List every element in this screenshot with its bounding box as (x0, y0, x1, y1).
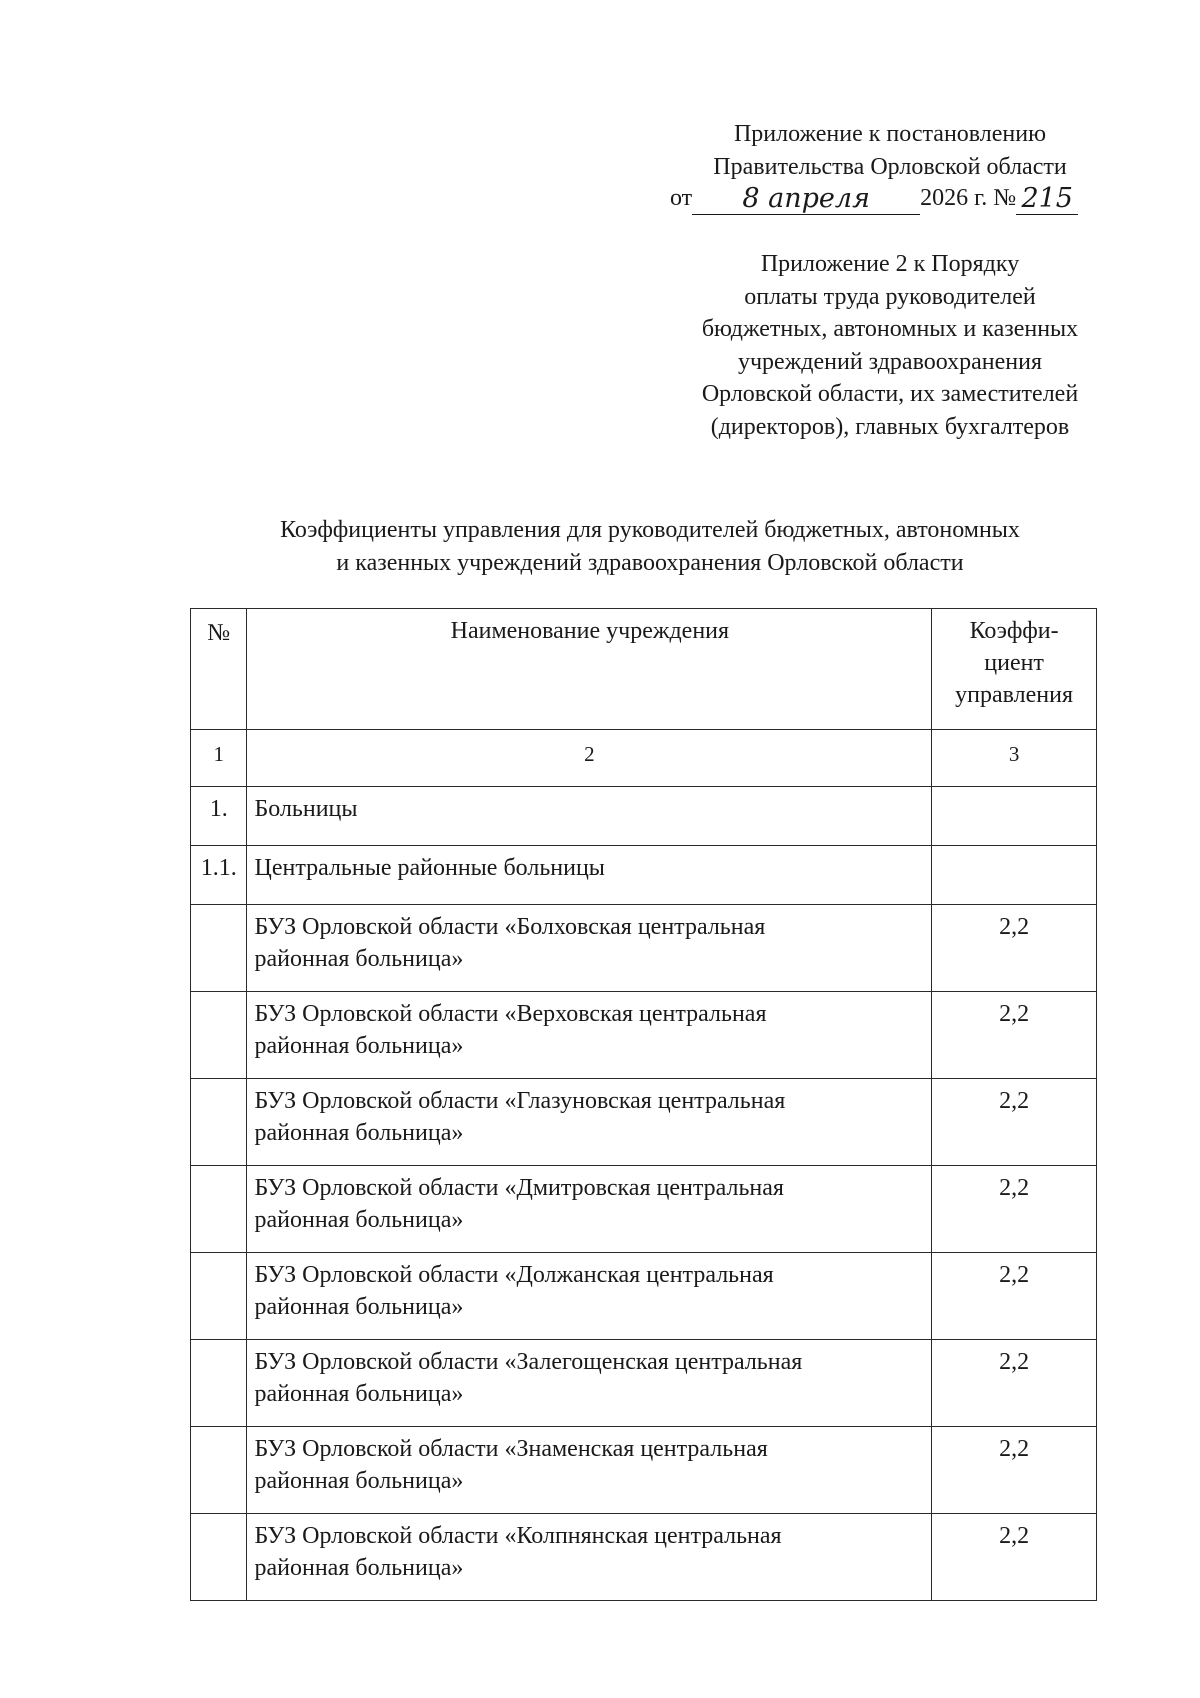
institution-name (247, 1340, 932, 1427)
institution-name (247, 1427, 932, 1514)
institution-name-line: районная больница» (254, 1555, 464, 1581)
appendix-line: Орловской области, их заместителей (701, 381, 1079, 407)
institution-name-line: БУЗ Орловской области «Залегощенская центральная (254, 1349, 803, 1375)
institution-name-line: районная больница» (254, 1033, 464, 1059)
header-coefficient-line: управления (955, 682, 1074, 708)
institution-name-line: БУЗ Орловской области «Дмитровская центральная (254, 1175, 784, 1201)
institution-name (247, 1166, 932, 1253)
date-number-line (670, 182, 1140, 215)
coefficients-table (190, 608, 1097, 1601)
date-field (692, 183, 920, 215)
institution-name-line: районная больница» (254, 946, 464, 972)
row-number (191, 1427, 247, 1514)
resolution-line-1: Приложение к постановлению (733, 121, 1047, 147)
table-row (191, 1253, 1097, 1340)
coefficient-value: 2,2 (932, 1427, 1097, 1514)
institution-name-line: районная больница» (254, 1294, 464, 1320)
institution-name-line: районная больница» (254, 1381, 464, 1407)
table-row (191, 992, 1097, 1079)
institution-name-line: БУЗ Орловской области «Болховская центральная (254, 914, 766, 940)
column-index-row (191, 730, 1097, 787)
section-coefficient (932, 846, 1097, 905)
resolution-line-2: Правительства Орловской области (713, 154, 1067, 180)
row-number (191, 992, 247, 1079)
row-number (191, 905, 247, 992)
coefficient-value: 2,2 (932, 1253, 1097, 1340)
section-name: Центральные районные больницы (247, 846, 932, 905)
appendix-line: бюджетных, автономных и казенных (701, 316, 1079, 342)
institution-name (247, 905, 932, 992)
row-number (191, 1253, 247, 1340)
header-coefficient-line: циент (984, 650, 1044, 676)
coefficient-value: 2,2 (932, 1340, 1097, 1427)
appendix-reference (650, 248, 1130, 443)
institution-name-line: БУЗ Орловской области «Верховская центральная (254, 1001, 767, 1027)
handwritten-number: 215 (1021, 183, 1073, 214)
table-row (191, 1427, 1097, 1514)
section-row (191, 787, 1097, 846)
row-number (191, 1166, 247, 1253)
table-row (191, 905, 1097, 992)
appendix-line: оплаты труда руководителей (744, 283, 1036, 310)
header-name: Наименование учреждения (247, 609, 932, 730)
year-number-label: 2026 г. № (920, 185, 1017, 211)
appendix-line: учреждений здравоохранения (737, 348, 1043, 375)
institution-name (247, 1253, 932, 1340)
header-coefficient (932, 609, 1097, 730)
column-index: 2 (247, 730, 932, 787)
header-number: № (191, 609, 247, 730)
resolution-reference (655, 118, 1125, 184)
title-line-2: и казенных учреждений здравоохранения Орловской области (336, 550, 964, 576)
appendix-line: Приложение 2 к Порядку (760, 251, 1020, 277)
handwritten-date: 8 апреля (742, 183, 870, 214)
number-field (1016, 183, 1078, 215)
institution-name-line: районная больница» (254, 1468, 464, 1494)
institution-name-line: районная больница» (254, 1120, 464, 1146)
institution-name-line: районная больница» (254, 1207, 464, 1233)
table-row (191, 1514, 1097, 1601)
institution-name (247, 1514, 932, 1601)
institution-name-line: БУЗ Орловской области «Знаменская центральная (254, 1436, 768, 1462)
institution-name-line: БУЗ Орловской области «Колпнянская центральная (254, 1523, 782, 1549)
table-row (191, 1340, 1097, 1427)
row-number (191, 1079, 247, 1166)
column-index: 3 (932, 730, 1097, 787)
appendix-line: (директоров), главных бухгалтеров (710, 413, 1070, 440)
institution-name (247, 992, 932, 1079)
coefficient-value: 2,2 (932, 1514, 1097, 1601)
institution-name (247, 1079, 932, 1166)
table-header-row (191, 609, 1097, 730)
section-coefficient (932, 787, 1097, 846)
coefficient-value: 2,2 (932, 1166, 1097, 1253)
section-name: Больницы (247, 787, 932, 846)
institution-name-line: БУЗ Орловской области «Глазуновская центральная (254, 1088, 786, 1114)
row-number (191, 1514, 247, 1601)
section-number: 1. (191, 787, 247, 846)
table-row (191, 1166, 1097, 1253)
section-number: 1.1. (191, 846, 247, 905)
date-prefix: от (670, 185, 693, 211)
coefficient-value: 2,2 (932, 992, 1097, 1079)
column-index: 1 (191, 730, 247, 787)
row-number (191, 1340, 247, 1427)
coefficient-value: 2,2 (932, 905, 1097, 992)
title-line-1: Коэффициенты управления для руководителей бюджетных, автономных (280, 517, 1020, 543)
table-row (191, 1079, 1097, 1166)
section-row (191, 846, 1097, 905)
coefficient-value: 2,2 (932, 1079, 1097, 1166)
header-coefficient-line: Коэффи- (969, 618, 1059, 644)
institution-name-line: БУЗ Орловской области «Должанская центральная (254, 1262, 774, 1288)
document-title (180, 514, 1120, 580)
